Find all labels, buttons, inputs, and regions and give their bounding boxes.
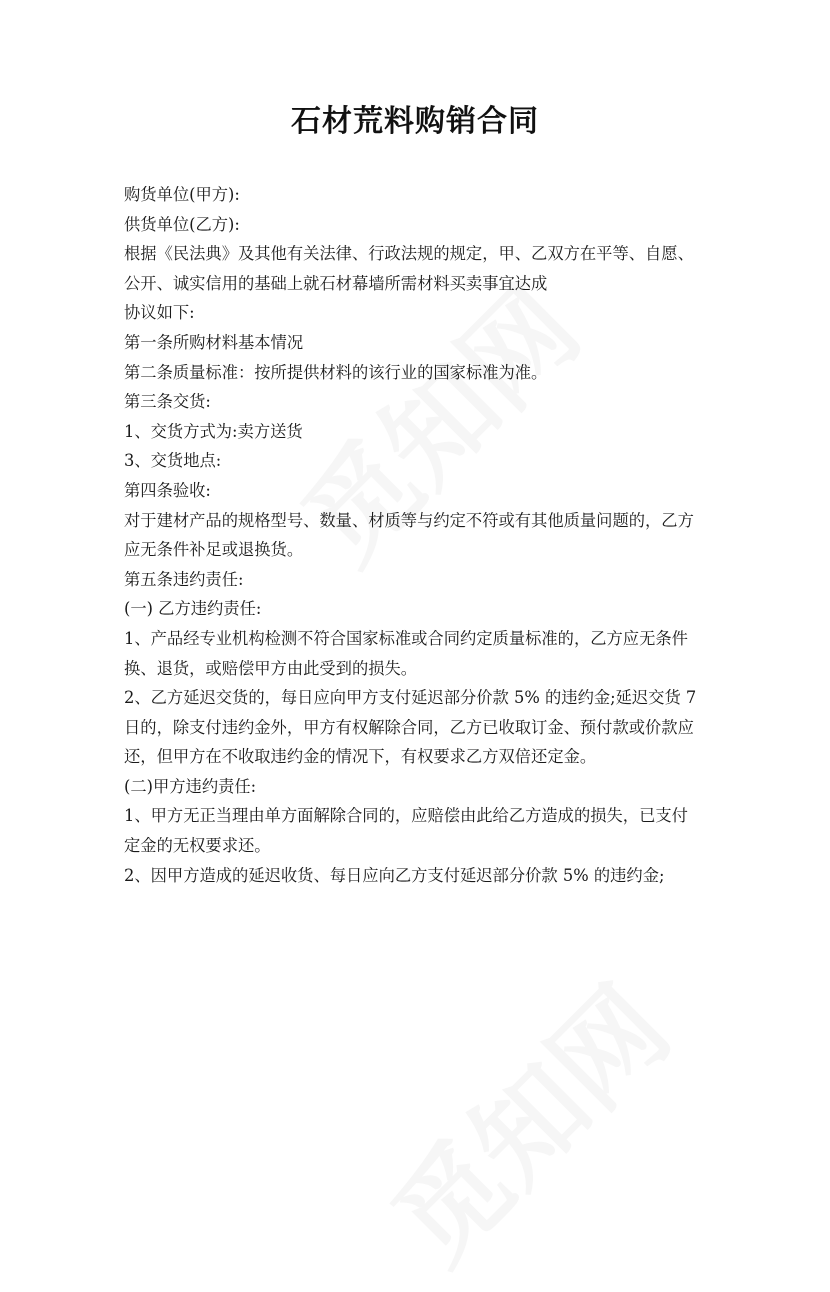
clause-item: 日的，除支付违约金外，甲方有权解除合同，乙方已收取订金、预付款或价款应 [124,717,694,737]
contract-body [124,180,714,890]
paragraph-line: 根据《民法典》及其他有关法律、行政法规的规定，甲、乙双方在平等、自愿、 [124,244,694,264]
clause-item: 1、交货方式为:卖方送货 [124,421,303,441]
supplier-line: 供货单位(乙方): [124,214,240,234]
watermark [352,946,697,1291]
clause-item: 还，但甲方在不收取违约金的情况下，有权要求乙方双倍还定金。 [124,747,597,767]
paragraph-line: 公开、诚实信用的基础上就石材幕墙所需材料买卖事宜达成 [124,273,548,293]
clause-item: 2、因甲方造成的延迟收货、每日应向乙方支付延迟部分价款 5% 的违约金; [124,865,665,885]
clause-item: 定金的无权要求还。 [124,836,271,856]
section-heading: (一) 乙方违约责任: [124,599,262,619]
article-heading: 第五条违约责任: [124,569,244,589]
article-heading: 第三条交货: [124,392,211,412]
article-heading: 第四条验收: [124,480,211,500]
article-heading: 第二条质量标准：按所提供材料的该行业的国家标准为准。 [124,362,548,382]
section-heading: (二)甲方违约责任: [124,776,257,796]
document-title: 石材荒料购销合同 [291,104,539,139]
clause-item: 2、乙方延迟交货的，每日应向甲方支付延迟部分价款 5% 的违约金;延迟交货 7 [124,688,697,708]
clause-item: 1、产品经专业机构检测不符合国家标准或合同约定质量标准的，乙方应无条件 [124,628,688,648]
paragraph-line: 协议如下: [124,303,195,323]
paragraph-line: 应无条件补足或退换货。 [124,540,304,560]
paragraph-line: 对于建材产品的规格型号、数量、材质等与约定不符或有其他质量问题的，乙方 [124,510,694,530]
clause-item: 3、交货地点: [124,451,222,471]
article-heading: 第一条所购材料基本情况 [124,332,304,352]
clause-item: 1、甲方无正当理由单方面解除合同的，应赔偿由此给乙方造成的损失，已支付 [124,806,688,826]
clause-item: 换、退货，或赔偿甲方由此受到的损失。 [124,658,418,678]
buyer-line: 购货单位(甲方): [124,185,240,204]
